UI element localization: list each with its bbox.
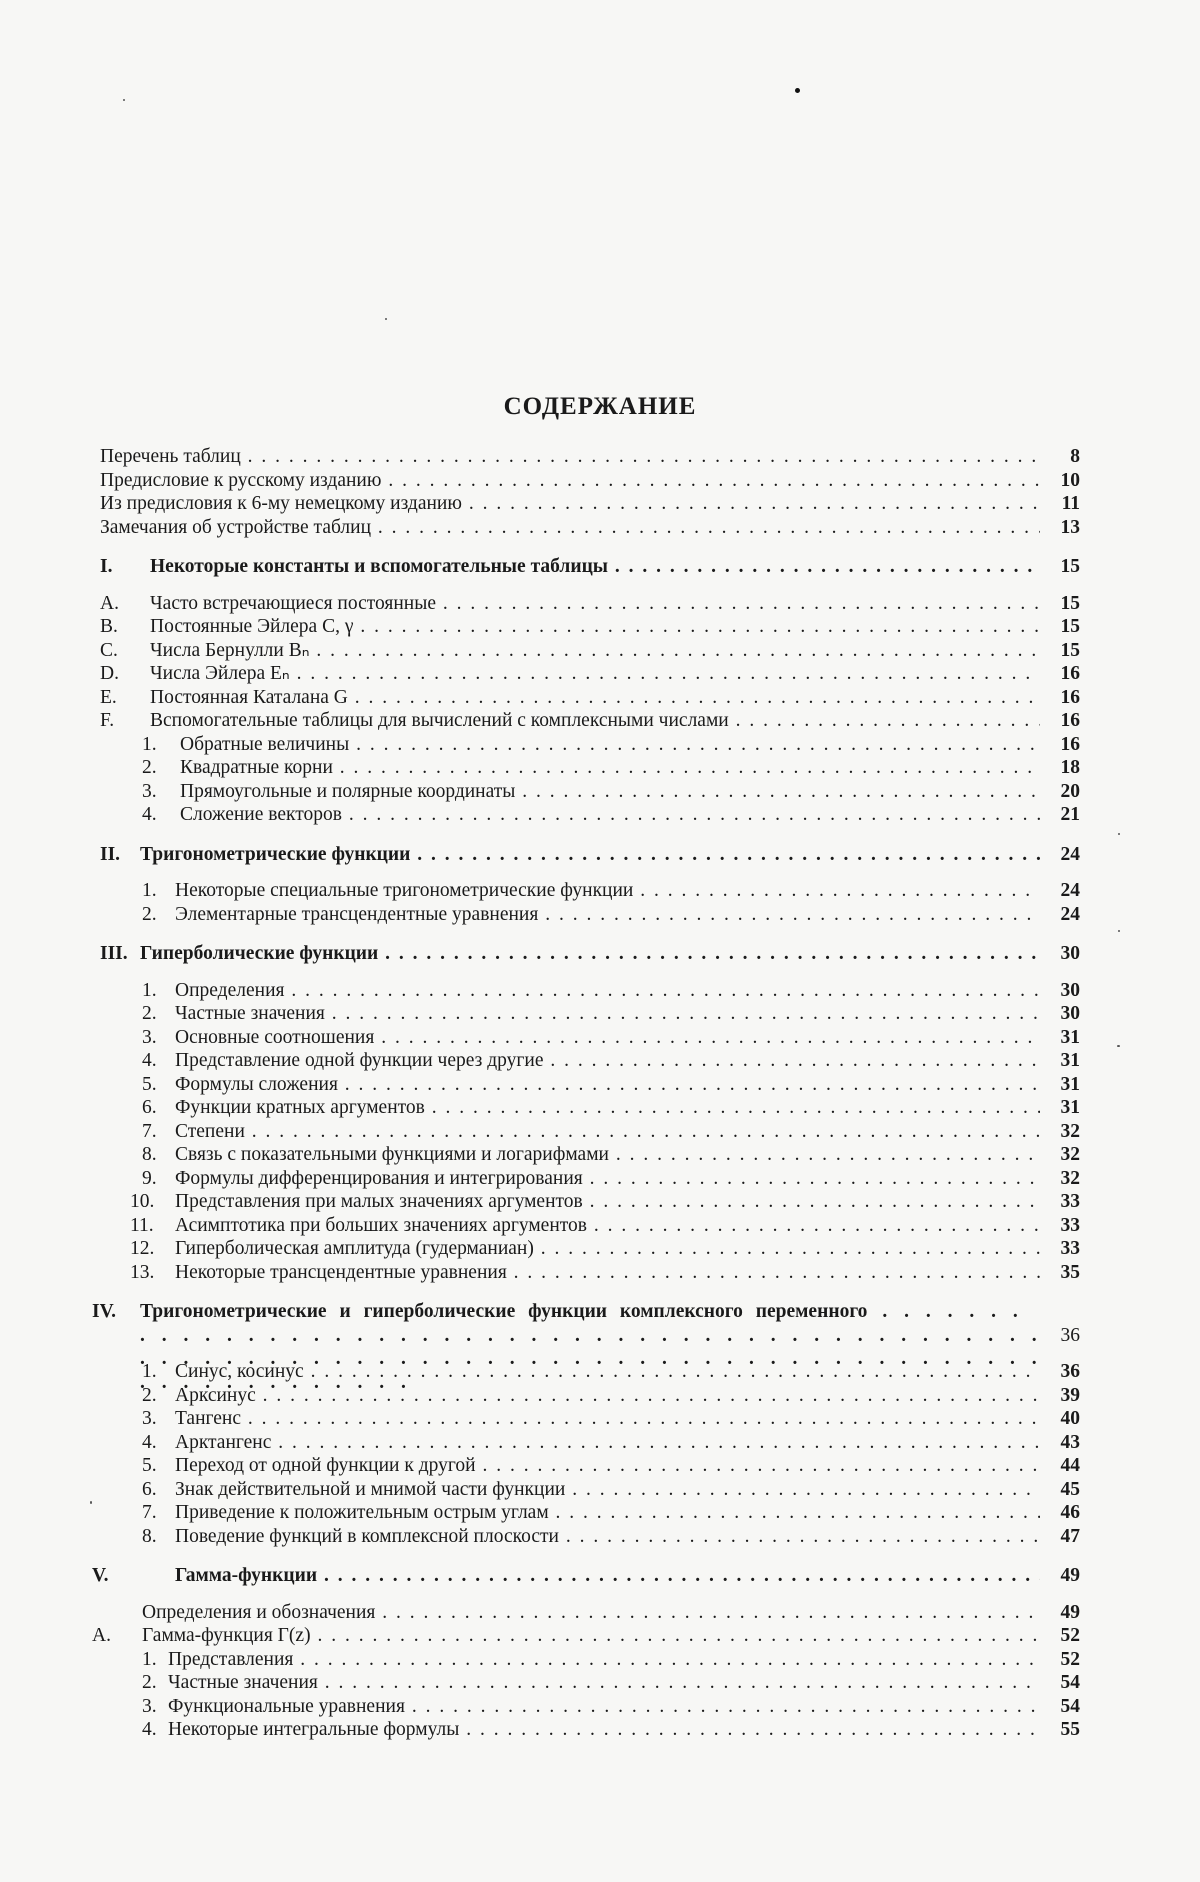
entry-text: Функциональные уравнения . . . (168, 1695, 1040, 1719)
entry-text: Некоторые трансцендентные уравнения . . . (175, 1261, 1040, 1285)
entry-text: Асимптотика при больших значениях аргументов . . . (175, 1214, 1040, 1238)
entry-label: A. (92, 1624, 111, 1648)
chapter-title: Тригонометрические и гиперболические функции комплексного переменного . . . (140, 1300, 1040, 1394)
entry-text: Сложение векторов . . . (180, 803, 1040, 827)
toc-page-number: 49 (1040, 1564, 1080, 1588)
print-speck (1118, 930, 1120, 932)
entry-text: Обратные величины . . . (180, 733, 1040, 757)
entry-text: Часто встречающиеся постоянные . . . (150, 592, 1040, 616)
toc-page-number: 35 (1040, 1261, 1080, 1285)
entry-text: Частные значения . . . (168, 1671, 1040, 1695)
entry-label: 5. (142, 1073, 157, 1097)
toc-chapter-3[interactable] (100, 942, 1080, 966)
toc-page-number: 15 (1040, 592, 1080, 616)
entry-label: E. (100, 686, 117, 710)
toc-subentry[interactable] (100, 803, 1080, 827)
entry-label: 8. (142, 1143, 157, 1167)
toc-subentry[interactable] (100, 879, 1080, 903)
toc-entry[interactable] (100, 615, 1080, 639)
toc-chapter-1[interactable] (100, 555, 1080, 579)
chapter-title: Гамма-функции . . . (175, 1564, 1040, 1588)
toc-subentry[interactable] (100, 979, 1080, 1003)
table-of-contents (100, 445, 1080, 1742)
entry-text: Постоянная Каталана G . . . (150, 686, 1040, 710)
toc-page-number: 43 (1040, 1431, 1080, 1455)
toc-subentry[interactable] (100, 1671, 1080, 1695)
toc-page-number: 54 (1040, 1695, 1080, 1719)
toc-page-number: 30 (1040, 942, 1080, 966)
chapter-number: III. (100, 942, 128, 966)
entry-text: Гамма-функция Γ(z) . . . (142, 1624, 1040, 1648)
chapter-title: Гиперболические функции . . . (140, 942, 1040, 966)
toc-chapter-2[interactable] (100, 843, 1080, 867)
page-title: СОДЕРЖАНИЕ (0, 393, 1200, 421)
toc-entry[interactable] (100, 639, 1080, 663)
entry-text: Постоянные Эйлера C, γ . . . (150, 615, 1040, 639)
toc-page-number: 31 (1040, 1073, 1080, 1097)
entry-label: 1. (142, 733, 157, 757)
toc-page-number: 32 (1040, 1167, 1080, 1191)
toc-page-number: 15 (1040, 615, 1080, 639)
toc-entry[interactable] (100, 592, 1080, 616)
toc-entry-front[interactable] (100, 445, 1080, 469)
toc-subentry[interactable] (100, 1143, 1080, 1167)
entry-label: C. (100, 639, 118, 663)
toc-subentry[interactable] (100, 1431, 1080, 1455)
entry-text: Тангенс . . . (175, 1407, 1040, 1431)
entry-label: 7. (142, 1501, 157, 1525)
toc-page-number: 36 (1040, 1324, 1080, 1348)
entry-text: Синус, косинус . . . (175, 1360, 1040, 1384)
toc-page-number: 18 (1040, 756, 1080, 780)
toc-subentry[interactable] (100, 1073, 1080, 1097)
toc-subentry[interactable] (100, 1026, 1080, 1050)
entry-label: 6. (142, 1096, 157, 1120)
toc-page-number: 31 (1040, 1096, 1080, 1120)
toc-page-number: 44 (1040, 1454, 1080, 1478)
toc-page-number: 31 (1040, 1026, 1080, 1050)
toc-page-number: 24 (1040, 879, 1080, 903)
toc-page-number: 54 (1040, 1671, 1080, 1695)
toc-subentry[interactable] (100, 1360, 1080, 1384)
entry-label: 4. (142, 1049, 157, 1073)
print-speck (123, 99, 125, 101)
toc-page-number: 31 (1040, 1049, 1080, 1073)
toc-entry-front[interactable] (100, 469, 1080, 493)
toc-entry-front[interactable] (100, 516, 1080, 540)
entry-text: Некоторые интегральные формулы . . . (168, 1718, 1040, 1742)
toc-entry[interactable] (100, 709, 1080, 733)
entry-label: 12. (130, 1237, 154, 1261)
entry-text: Числа Эйлера Eₙ . . . (150, 662, 1040, 686)
toc-entry-text: Из предисловия к 6-му немецкому изданию . . . (100, 492, 1040, 516)
toc-subentry[interactable] (100, 1237, 1080, 1261)
toc-entry-text: Предисловие к русскому изданию . . . (100, 469, 1040, 493)
chapter-number: II. (100, 843, 120, 867)
entry-label: 1. (142, 979, 157, 1003)
entry-text: Формулы дифференцирования и интегрирования . . . (175, 1167, 1040, 1191)
entry-label: 2. (142, 903, 157, 927)
print-speck (385, 318, 387, 320)
entry-text: Функции кратных аргументов . . . (175, 1096, 1040, 1120)
entry-label: D. (100, 662, 119, 686)
entry-label: 10. (130, 1190, 154, 1214)
toc-page-number: 49 (1040, 1601, 1080, 1625)
toc-subentry[interactable] (100, 1454, 1080, 1478)
entry-text: Гиперболическая амплитуда (гудерманиан) . . . (175, 1237, 1040, 1261)
toc-page-number: 16 (1040, 709, 1080, 733)
print-speck (1118, 833, 1120, 835)
entry-label: 1. (142, 879, 157, 903)
entry-text: Квадратные корни . . . (180, 756, 1040, 780)
toc-page-number: 20 (1040, 780, 1080, 804)
chapter-number: V. (92, 1564, 108, 1588)
entry-label: 2. (142, 1384, 157, 1408)
toc-page-number: 32 (1040, 1120, 1080, 1144)
toc-subentry[interactable] (100, 1214, 1080, 1238)
toc-subentry[interactable] (100, 1384, 1080, 1408)
toc-page-number: 16 (1040, 662, 1080, 686)
entry-text: Переход от одной функции к другой . . . (175, 1454, 1040, 1478)
toc-page-number: 33 (1040, 1214, 1080, 1238)
entry-text: Определения и обозначения . . . (142, 1601, 1040, 1625)
toc-page-number: 36 (1040, 1360, 1080, 1384)
entry-text: Арктангенс . . . (175, 1431, 1040, 1455)
toc-subentry[interactable] (100, 1407, 1080, 1431)
toc-page-number: 24 (1040, 903, 1080, 927)
toc-subentry[interactable] (100, 1501, 1080, 1525)
print-speck (1117, 1045, 1120, 1047)
entry-label: 7. (142, 1120, 157, 1144)
toc-page-number: 45 (1040, 1478, 1080, 1502)
toc-chapter-4[interactable] (100, 1300, 1080, 1347)
toc-subentry[interactable] (100, 780, 1080, 804)
entry-label: 2. (142, 1002, 157, 1026)
toc-page-number: 16 (1040, 686, 1080, 710)
chapter-title: Тригонометрические функции . . . (140, 843, 1040, 867)
entry-text: Вспомогательные таблицы для вычислений с комплексными числами . . . (150, 709, 1040, 733)
toc-page-number: 33 (1040, 1190, 1080, 1214)
toc-page-number: 33 (1040, 1237, 1080, 1261)
toc-subentry[interactable] (100, 1648, 1080, 1672)
entry-label: 3. (142, 780, 157, 804)
toc-entry-front[interactable] (100, 492, 1080, 516)
entry-label: 3. (142, 1695, 157, 1719)
entry-label: 2. (142, 756, 157, 780)
toc-subentry[interactable] (100, 1002, 1080, 1026)
toc-page-number: 16 (1040, 733, 1080, 757)
entry-label: B. (100, 615, 118, 639)
entry-label: 1. (142, 1360, 157, 1384)
entry-label: 4. (142, 1718, 157, 1742)
toc-subentry[interactable] (100, 903, 1080, 927)
entry-text: Формулы сложения . . . (175, 1073, 1040, 1097)
toc-page-number: 8 (1040, 445, 1080, 469)
toc-page-number: 11 (1040, 492, 1080, 516)
entry-label: 8. (142, 1525, 157, 1549)
toc-page-number: 21 (1040, 803, 1080, 827)
entry-label: A. (100, 592, 119, 616)
entry-label: 3. (142, 1026, 157, 1050)
toc-entry[interactable] (100, 686, 1080, 710)
entry-label: 6. (142, 1478, 157, 1502)
toc-subentry[interactable] (100, 733, 1080, 757)
toc-subentry[interactable] (100, 1261, 1080, 1285)
toc-entry[interactable] (100, 1624, 1080, 1648)
entry-text: Степени . . . (175, 1120, 1040, 1144)
entry-label: 4. (142, 1431, 157, 1455)
toc-page-number: 15 (1040, 639, 1080, 663)
entry-text: Прямоугольные и полярные координаты . . . (180, 780, 1040, 804)
toc-page-number: 15 (1040, 555, 1080, 579)
toc-page-number: 13 (1040, 516, 1080, 540)
entry-text: Знак действительной и мнимой части функции . . . (175, 1478, 1040, 1502)
toc-subentry[interactable] (100, 1190, 1080, 1214)
entry-text: Связь с показательными функциями и логарифмами . . . (175, 1143, 1040, 1167)
toc-subentry[interactable] (100, 1049, 1080, 1073)
toc-subentry[interactable] (100, 1601, 1080, 1625)
toc-entry[interactable] (100, 662, 1080, 686)
toc-subentry[interactable] (100, 1120, 1080, 1144)
chapter-title: Некоторые константы и вспомогательные таблицы . . . (150, 555, 1040, 579)
entry-label: 5. (142, 1454, 157, 1478)
entry-text: Определения . . . (175, 979, 1040, 1003)
print-speck (90, 1501, 92, 1504)
toc-page-number: 52 (1040, 1648, 1080, 1672)
toc-entry-text: Перечень таблиц . . . (100, 445, 1040, 469)
entry-text: Элементарные трансцендентные уравнения . . . (175, 903, 1040, 927)
toc-page-number: 10 (1040, 469, 1080, 493)
entry-text: Числа Бернулли Bₙ . . . (150, 639, 1040, 663)
entry-label: 13. (130, 1261, 154, 1285)
chapter-number: I. (100, 555, 112, 579)
entry-label: F. (100, 709, 114, 733)
toc-entry-text: Замечания об устройстве таблиц . . . (100, 516, 1040, 540)
print-speck (795, 88, 800, 93)
toc-page-number: 30 (1040, 979, 1080, 1003)
toc-page-number: 40 (1040, 1407, 1080, 1431)
toc-page-number: 52 (1040, 1624, 1080, 1648)
entry-text: Представления . . . (168, 1648, 1040, 1672)
entry-text: Приведение к положительным острым углам . . . (175, 1501, 1040, 1525)
entry-label: 1. (142, 1648, 157, 1672)
toc-subentry[interactable] (100, 1695, 1080, 1719)
toc-subentry[interactable] (100, 1718, 1080, 1742)
toc-page-number: 47 (1040, 1525, 1080, 1549)
entry-label: 11. (130, 1214, 154, 1238)
toc-subentry[interactable] (100, 1478, 1080, 1502)
toc-page-number: 24 (1040, 843, 1080, 867)
chapter-number: IV. (92, 1300, 116, 1324)
entry-text: Частные значения . . . (175, 1002, 1040, 1026)
entry-label: 9. (142, 1167, 157, 1191)
entry-text: Поведение функций в комплексной плоскости . . . (175, 1525, 1040, 1549)
toc-page-number: 39 (1040, 1384, 1080, 1408)
entry-text: Представления при малых значениях аргументов . . . (175, 1190, 1040, 1214)
entry-label: 2. (142, 1671, 157, 1695)
toc-page-number: 30 (1040, 1002, 1080, 1026)
toc-page-number: 32 (1040, 1143, 1080, 1167)
entry-text: Основные соотношения . . . (175, 1026, 1040, 1050)
entry-label: 4. (142, 803, 157, 827)
toc-subentry[interactable] (100, 1096, 1080, 1120)
entry-text: Представление одной функции через другие . . . (175, 1049, 1040, 1073)
toc-chapter-5[interactable] (100, 1564, 1080, 1588)
toc-subentry[interactable] (100, 1525, 1080, 1549)
toc-page-number: 55 (1040, 1718, 1080, 1742)
entry-text: Некоторые специальные тригонометрические функции . . . (175, 879, 1040, 903)
entry-text: Арксинус . . . (175, 1384, 1040, 1408)
toc-subentry[interactable] (100, 1167, 1080, 1191)
toc-subentry[interactable] (100, 756, 1080, 780)
toc-page-number: 46 (1040, 1501, 1080, 1525)
entry-label: 3. (142, 1407, 157, 1431)
